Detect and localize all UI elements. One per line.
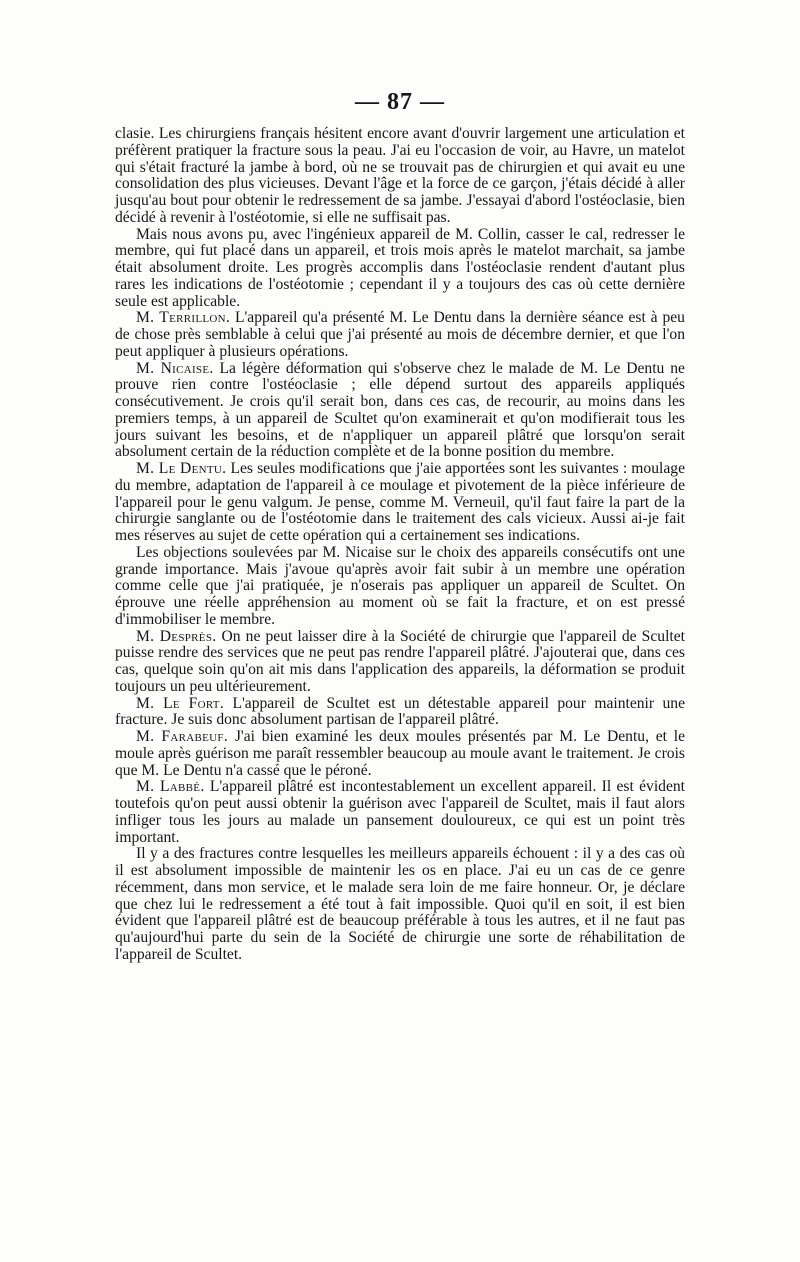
paragraph-nicaise (115, 361, 685, 462)
page-number: — 87 — (355, 89, 445, 115)
paragraph-labbe (115, 779, 685, 846)
paragraph-text: clasie. Les chirurgiens français hésitent encore avant d'ouvrir largement une articulation et préfèrent pratiquer la fracture sous la peau. J'ai eu l'occasion de voir, au Havre, un matelot qui s'était fracturé la jambe à bord, où ne se trouvait pas de chirurgien et qui avait eu une consolidation des plus vicieuses. Devant l'âge et la force de ce garçon, j'étais décidé à aller jusqu'au bout pour obtenir le redressement de sa jambe. J'essayai d'abord l'ostéoclasie, bien décidé à revenir à l'ostéotomie, si elle ne suffisait pas. (115, 125, 685, 226)
paragraph-text: L'appareil qu'a présenté M. Le Dentu dans la dernière séance est à peu de chose près semblable à celui que j'ai présenté au mois de décembre dernier, et que l'on peut appliquer à plusieurs opérations. (115, 309, 685, 360)
paragraph-farabeuf (115, 729, 685, 779)
speaker-name: M. Labbé. (136, 778, 205, 796)
paragraph-le-dentu (115, 461, 685, 545)
paragraph-text: Les objections soulevées par M. Nicaise sur le choix des appareils consécutifs ont une grande importance. Mais j'avoue qu'après avoir fait subir à un membre une opération comme celle que j'ai pratiquée, je n'oserais pas appliquer un appareil de Scultet. On éprouve une réelle appréhension au moment où se fait la fracture, et on est pressé d'immobiliser le membre. (115, 543, 685, 628)
paragraph-text: L'appareil de Scultet est un détestable appareil pour maintenir une fracture. Je suis donc absolument partisan de l'appareil plâtré. (115, 694, 685, 729)
paragraph-text: Il y a des fractures contre lesquelles les meilleurs appareils échouent : il y a des cas où il est absolument impossible de maintenir les os en place. J'ai eu un cas de ce genre récemment, dans mon service, et le malade sera loin de me faire honneur. Or, je déclare que chez lui le redressement a été tout à fait impossible. Quoi qu'il en soit, il est bien évident que l'appareil plâtré est de beaucoup préférable à tous les autres, et il ne faut pas qu'aujourd'hui parte du sein de la Société de chirurgie une sorte de réhabilitation de l'appareil de Scultet. (115, 845, 685, 963)
speaker-name: M. Desprès. (136, 627, 217, 645)
paragraph-text: Les seules modifications que j'aie apportées sont les suivantes : moulage du membre, adaptation de l'appareil à ce moulage et pivotement de la pièce inférieure de l'appareil pour le genu valgum. Je pense, comme M. Verneuil, qu'il faut faire la part de la chirurgie sanglante ou de l'ostéotomie dans le traitement des cals vicieux. Aussi ai-je fait mes réserves au sujet de cette opération qui a certainement ses indications. (115, 460, 685, 544)
speaker-name: M. Farabeuf. (136, 728, 229, 745)
paragraph-text: Mais nous avons pu, avec l'ingénieux appareil de M. Collin, casser le cal, redresser le membre, qui fut placé dans un appareil, et trois mois après le matelot marchait, sa jambe était absolument droite. Les progrès accomplis dans l'ostéoclasie rendent d'autant plus rares les indications de l'ostéotomie ; cependant il y a toujours des cas où cette dernière seule est applicable. (115, 225, 685, 310)
paragraph-2 (115, 227, 685, 311)
paragraph-text: On ne peut laisser dire à la Société de chirurgie que l'appareil de Scultet puisse rendre des services que ne peut pas rendre l'appareil plâtré. J'ajouterai que, dans ces cas, quelque soin qu'on ait mis dans l'application des appareils, la déformation se produit toujours un peu ultérieurement. (115, 627, 685, 695)
speaker-name: M. Le Fort. (136, 694, 225, 712)
paragraph-terrillon (115, 310, 685, 360)
paragraph-despres (115, 629, 685, 696)
paragraph-1 (115, 126, 685, 227)
speaker-name: M. Nicaise. (136, 359, 214, 377)
document-page (115, 88, 685, 964)
paragraph-text: L'appareil plâtré est incontestablement un excellent appareil. Il est évident toutefois qu'on peut aussi obtenir la guérison avec l'appareil de Scultet, mais il faut alors infliger tous les jours au malade un pansement douloureux, ce qui est un point très important. (115, 778, 686, 846)
paragraph-le-fort (115, 696, 685, 730)
paragraph-labbe-continued (115, 846, 685, 963)
paragraph-text: La légère déformation qui s'observe chez le malade de M. Le Dentu ne prouve rien contre l'ostéoclasie ; elle dépend surtout des appareils appliqués consécutivement. Je crois qu'il serait bon, dans ces cas, de recourir, au moins dans les premiers temps, à un appareil de Scultet qu'on examinerait et qu'on modifierait tous les jours suivant les besoins, et de n'appliquer un appareil plâtré que lorsqu'on serait absolument certain de la réduction complète et de la bonne position du membre. (115, 359, 685, 461)
paragraph-le-dentu-continued (115, 545, 685, 629)
speaker-name: M. Le Dentu. (136, 460, 227, 477)
paragraph-text: J'ai bien examiné les deux moules présentés par M. Le Dentu, et le moule après guérison me paraît ressembler beaucoup au moule avant le traitement. Je crois que M. Le Dentu n'a cassé que le péroné. (115, 728, 685, 779)
speaker-name: M. Terrillon. (136, 309, 231, 327)
